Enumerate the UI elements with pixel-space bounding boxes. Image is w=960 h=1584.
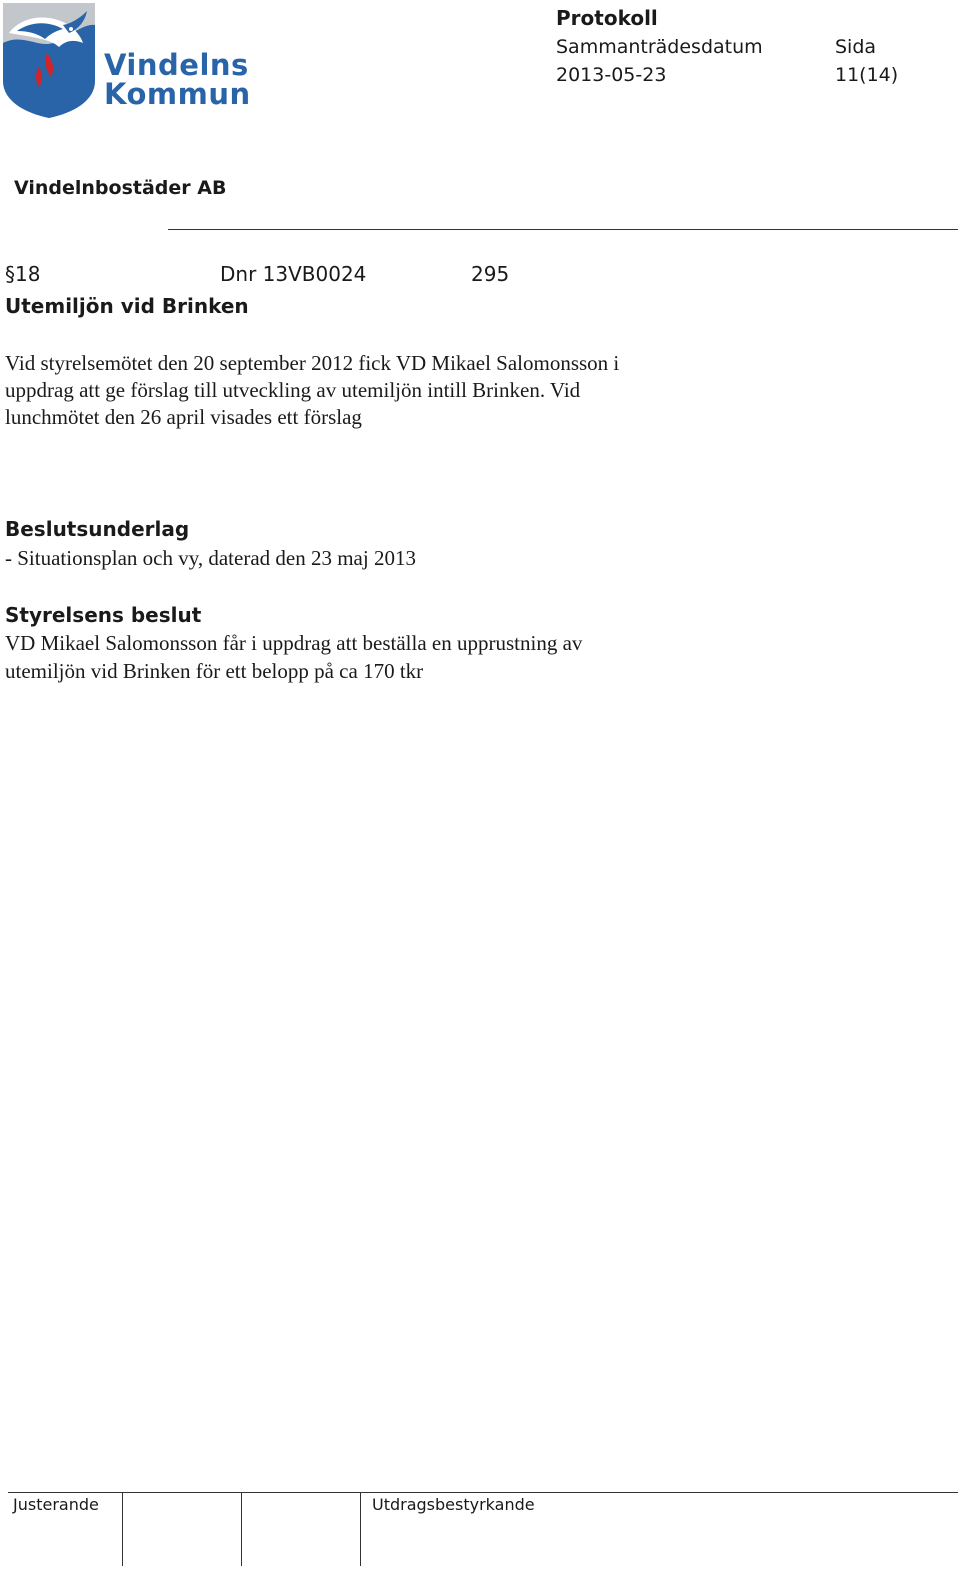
logo-text-line1: Vindelns xyxy=(104,48,249,82)
justerande-label: Justerande xyxy=(13,1495,99,1514)
basis-text: - Situationsplan och vy, daterad den 23 maj 2013 xyxy=(5,546,416,570)
logo-text-line2: Kommun xyxy=(104,77,251,111)
section-code: 295 xyxy=(471,262,510,286)
meeting-date: 2013-05-23 xyxy=(556,64,667,86)
intro-line-1: Vid styrelsemötet den 20 september 2012 fick VD Mikael Salomonsson i xyxy=(5,351,620,375)
municipality-logo xyxy=(3,3,251,118)
fish-emblem-icon xyxy=(3,3,95,118)
organization-name: Vindelnbostäder AB xyxy=(14,177,227,199)
intro-line-3: lunchmötet den 26 april visades ett förslag xyxy=(5,405,362,429)
document-type: Protokoll xyxy=(556,6,658,30)
footer-divider xyxy=(8,1492,958,1493)
decision-line-2: utemiljön vid Brinken för ett belopp på ca 170 tkr xyxy=(5,659,424,683)
header-divider xyxy=(168,229,958,230)
basis-heading: Beslutsunderlag xyxy=(5,517,190,541)
signature-box-divider xyxy=(122,1492,123,1566)
section-title: Utemiljön vid Brinken xyxy=(5,294,249,318)
decision-heading: Styrelsens beslut xyxy=(5,603,202,627)
signature-box-divider xyxy=(241,1492,242,1566)
section-number: §18 xyxy=(5,262,41,286)
intro-line-2: uppdrag att ge förslag till utveckling av utemiljön intill Brinken. Vid xyxy=(5,378,581,402)
page-label: Sida xyxy=(835,36,877,58)
utdragsbestyrkande-label: Utdragsbestyrkande xyxy=(372,1495,535,1514)
diary-number: Dnr 13VB0024 xyxy=(220,262,367,286)
meeting-date-label: Sammanträdesdatum xyxy=(556,36,763,58)
page-number: 11(14) xyxy=(835,64,899,86)
signature-box-divider xyxy=(360,1492,361,1566)
decision-line-1: VD Mikael Salomonsson får i uppdrag att beställa en upprustning av xyxy=(5,631,583,655)
